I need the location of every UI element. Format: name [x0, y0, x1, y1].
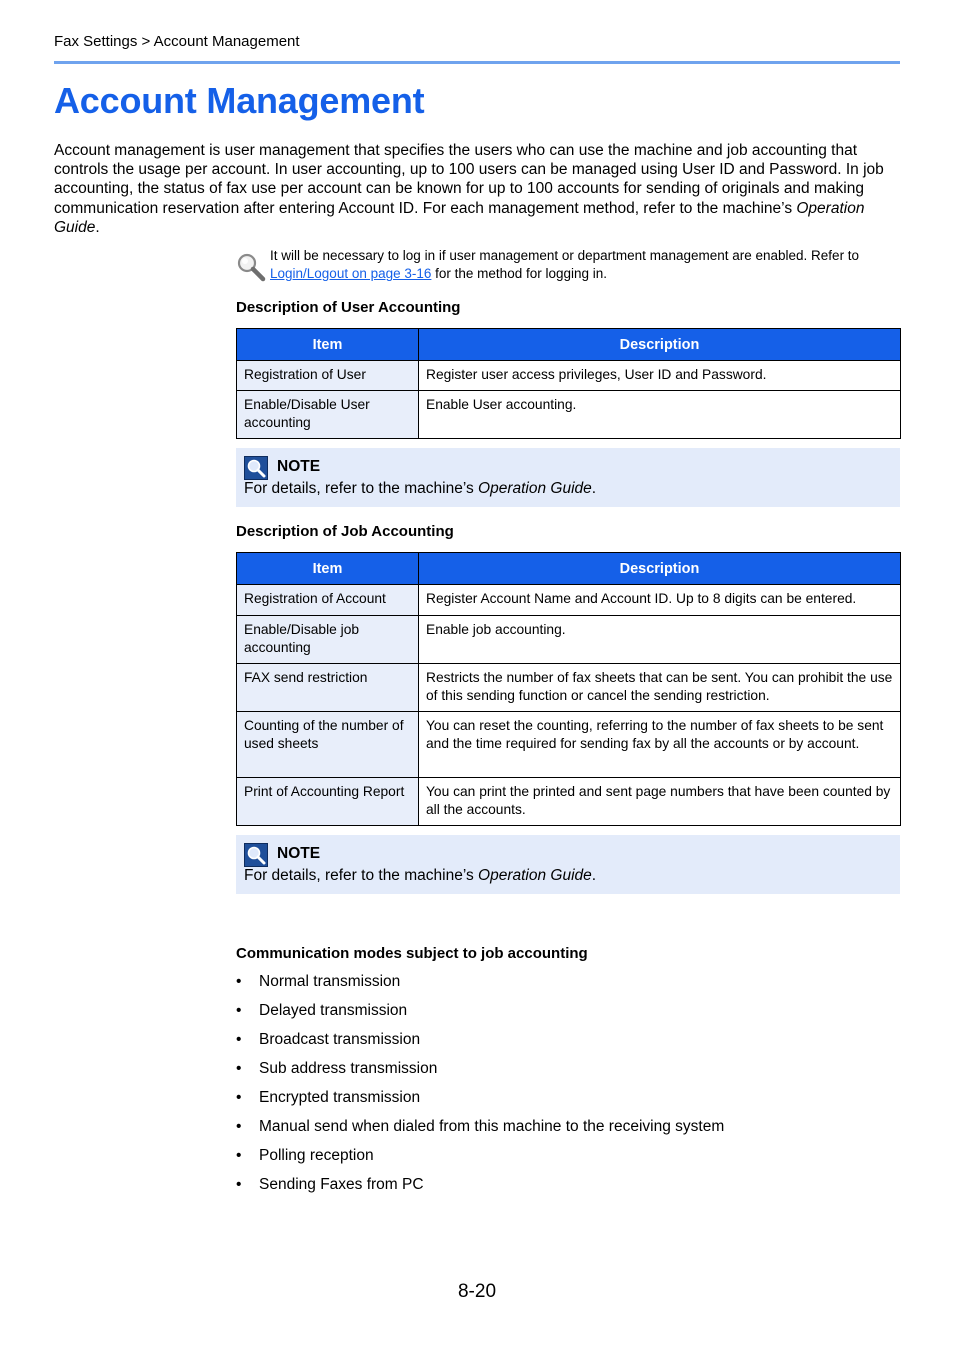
user-accounting-heading: Description of User Accounting: [236, 299, 461, 316]
note-box: [236, 835, 900, 894]
item-cell: Print of Accounting Report: [237, 778, 419, 826]
list-item: • Normal transmission: [236, 972, 724, 1001]
list-item: • Polling reception: [236, 1146, 724, 1175]
table-row: [237, 616, 901, 664]
description-cell: Register Account Name and Account ID. Up to 8 digits can be entered.: [419, 585, 901, 616]
intro-end: .: [95, 218, 100, 236]
table-row: [237, 664, 901, 712]
note-box: [236, 448, 900, 507]
job-accounting-heading: Description of Job Accounting: [236, 523, 454, 540]
page-number: 8-20: [457, 1281, 497, 1302]
intro-paragraph: [54, 141, 900, 237]
list-item: • Broadcast transmission: [236, 1030, 724, 1059]
intro-text: Account management is user management that specifies the users who can use the machine and job accounting that controls the usage per account. In user accounting, up to 100 users can be managed using User ID and Password. In job accounting, the status of fax use per account can be known for up to 100 accounts for sending of originals and making communication reservation after entering Account ID. For each management method, refer to the machine’s: [54, 142, 884, 217]
column-header-item: Item: [237, 553, 419, 585]
hint-text-before: It will be necessary to log in if user management or department management are enabled. Refer to: [270, 248, 860, 263]
column-header-item: Item: [237, 329, 419, 361]
magnifier-icon: [236, 252, 266, 282]
page-title: Account Management: [54, 80, 425, 121]
item-cell: FAX send restriction: [237, 664, 419, 712]
list-item: • Manual send when dialed from this machine to the receiving system: [236, 1117, 724, 1146]
note-guide-title: Operation Guide: [478, 867, 592, 884]
column-header-description: Description: [419, 553, 901, 585]
hint-text-after: for the method for logging in.: [431, 266, 608, 281]
user-accounting-table: [236, 328, 901, 439]
note-icon: [244, 456, 268, 480]
list-item: • Sending Faxes from PC: [236, 1175, 724, 1204]
item-cell: Registration of Account: [237, 585, 419, 616]
note-text-body: For details, refer to the machine’s: [244, 480, 479, 497]
login-hint: [236, 247, 900, 287]
note-label: NOTE: [277, 845, 321, 862]
description-cell: You can print the printed and sent page numbers that have been counted by all the accounts.: [419, 778, 901, 826]
description-cell: Register user access privileges, User ID and Password.: [419, 361, 901, 391]
note-text: [244, 480, 596, 498]
table-row: [237, 585, 901, 616]
breadcrumb: Fax Settings > Account Management: [54, 33, 300, 50]
table-header-row: [237, 553, 901, 585]
note-text-end: .: [591, 480, 597, 497]
description-cell: Restricts the number of fax sheets that can be sent. You can prohibit the use of this sending function or cancel the sending restriction.: [419, 664, 901, 712]
item-cell: Registration of User: [237, 361, 419, 391]
item-cell: Enable/Disable User accounting: [237, 391, 419, 439]
table-row: [237, 361, 901, 391]
description-cell: Enable User accounting.: [419, 391, 901, 439]
note-text-end: .: [591, 867, 597, 884]
list-item: • Encrypted transmission: [236, 1088, 724, 1117]
note-guide-title: Operation Guide: [478, 480, 592, 497]
note-icon: [244, 843, 268, 867]
item-cell: Counting of the number of used sheets: [237, 712, 419, 778]
login-logout-link[interactable]: Login/Logout on page 3-16: [270, 266, 432, 281]
description-cell: Enable job accounting.: [419, 616, 901, 664]
hint-text: [270, 247, 900, 283]
communication-modes-heading: Communication modes subject to job accounting: [236, 945, 588, 962]
table-row: [237, 391, 901, 439]
item-cell: Enable/Disable job accounting: [237, 616, 419, 664]
note-label: NOTE: [277, 458, 321, 475]
list-item: • Delayed transmission: [236, 1001, 724, 1030]
communication-modes-list: [236, 972, 724, 1204]
job-accounting-table: [236, 552, 901, 826]
list-item: • Sub address transmission: [236, 1059, 724, 1088]
header-divider: [54, 61, 900, 64]
table-row: [237, 712, 901, 778]
column-header-description: Description: [419, 329, 901, 361]
note-text: [244, 867, 596, 885]
table-row: [237, 778, 901, 826]
note-text-body: For details, refer to the machine’s: [244, 867, 479, 884]
intro-guide-title: Operation Guide: [54, 199, 865, 236]
table-header-row: [237, 329, 901, 361]
description-cell: You can reset the counting, referring to the number of fax sheets to be sent and the time required for sending fax by all the accounts or by account.: [419, 712, 901, 778]
